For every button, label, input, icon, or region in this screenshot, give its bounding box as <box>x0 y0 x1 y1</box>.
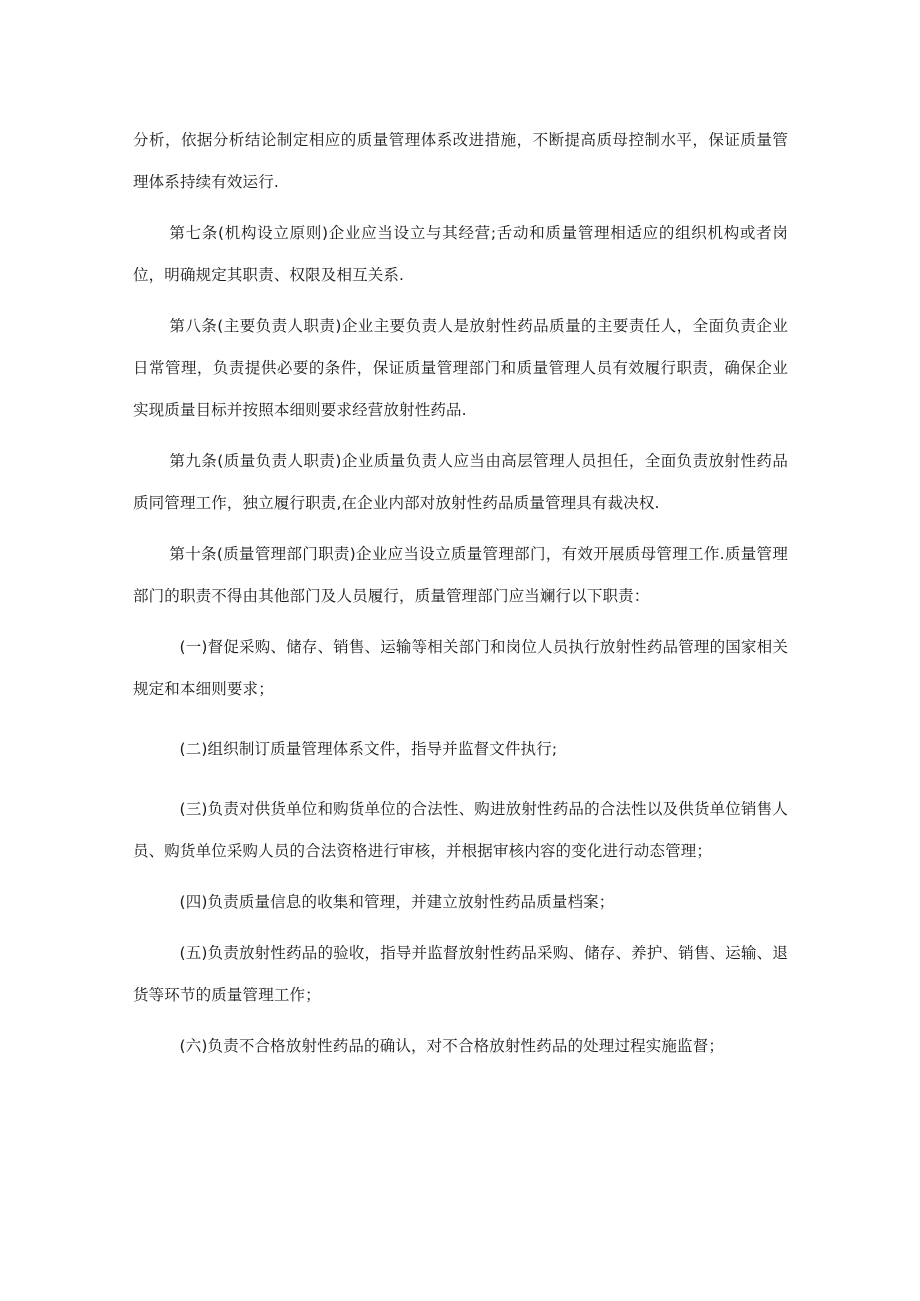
paragraph-article-8: 第八条(主要负责人职责)企业主要负责人是放射性药品质量的主要责任人，全面负责企业日常管理，负责提供必要的条件，保证质量管理部门和质量管理人员有效履行职责，确保企业实现质量目标并按照本细则要求经营放射性药品. <box>133 317 788 419</box>
paragraph-analysis-continuation: 分析，依据分析结论制定相应的质量管理体系改进措施，不断提高质母控制水平，保证质量管理体系持续有效运行. <box>133 131 788 191</box>
list-item-3: (三)负责对供货单位和购货单位的合法性、购进放射性药品的合法性以及供货单位销售人员、购货单位采购人员的合法资格进行审核，并根据审核内容的变化进行动态管理； <box>133 800 788 860</box>
list-item-2: (二)组织制订质量管理体系文件，指导并监督文件执行; <box>179 740 558 758</box>
list-item-5: (五)负责放射性药品的验收，指导并监督放射性药品采购、储存、养护、销售、运输、退货等环节的质量管理工作； <box>133 944 788 1004</box>
paragraph-article-10: 第十条(质量管理部门职责)企业应当设立质量管理部门，有效开展质母管理工作.质量管理部门的职责不得由其他部门及人员履行，质量管理部门应当斓行以下职责： <box>133 545 788 605</box>
list-item-6: (六)负责不合格放射性药品的确认，对不合格放射性药品的处理过程实施监督； <box>179 1037 724 1055</box>
list-item-1: (一)督促采购、储存、销售、运输等相关部门和岗位人员执行放射性药品管理的国家相关规定和本细则要求； <box>133 638 788 698</box>
paragraph-article-9: 第九条(质量负责人职责)企业质量负责人应当由高层管理人员担任，全面负责放射性药品质同管理工作，独立履行职责,在企业内部对放射性药品质量管理具有裁决权. <box>133 452 788 512</box>
paragraph-article-7: 第七条(机构设立原则)企业应当设立与其经营;舌动和质量管理相适应的组织机构或者岗位，明确规定其职责、权限及相互关系. <box>133 224 788 284</box>
document-body <box>133 119 788 1067</box>
list-item-4: (四)负责质量信息的收集和管理，并建立放射性药品质量档案； <box>179 893 615 911</box>
